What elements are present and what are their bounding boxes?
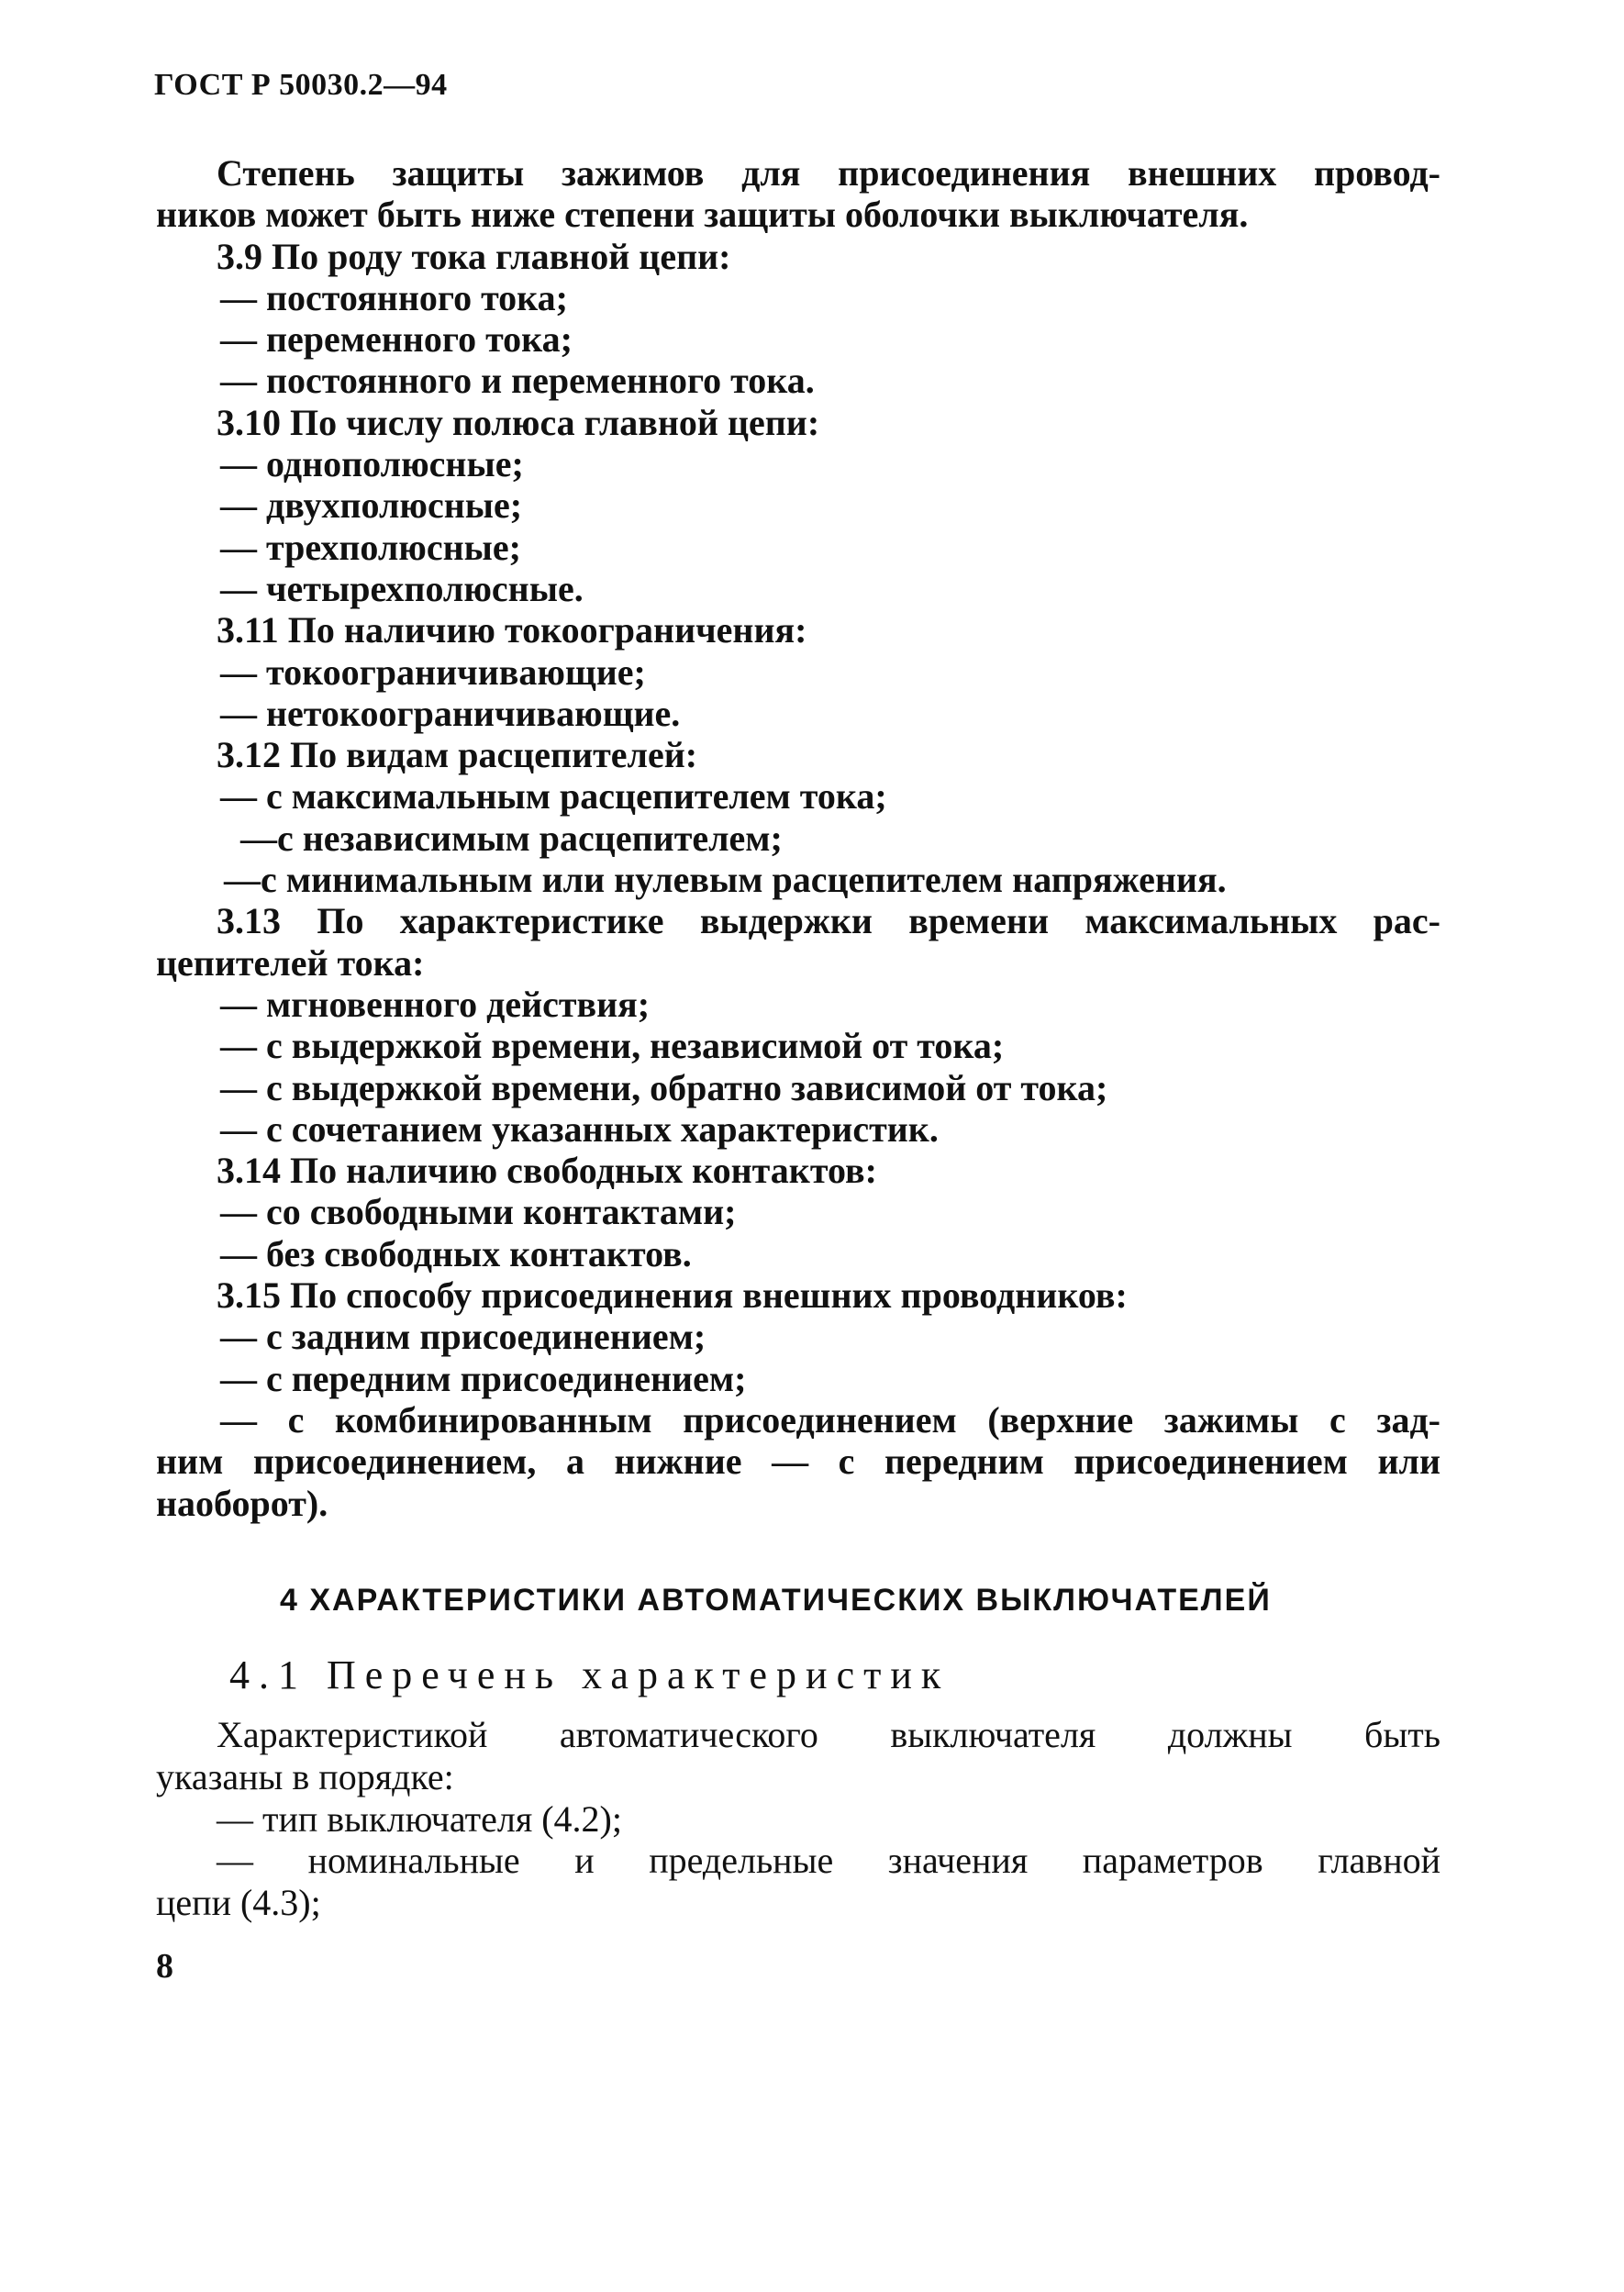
paragraph-line: цепителей тока: [156,941,425,984]
list-item: — трехполюсные; [220,526,521,568]
list-item: — двухполюсные; [220,484,523,527]
page-number: 8 [156,1947,173,1986]
list-item: —с минимальным или нулевым расцепителем напряжения. [224,859,1227,901]
list-item: — токоограничивающие; [220,651,646,693]
paragraph-line: указаны в порядке: [156,1755,454,1797]
paragraph-line: наоборот). [156,1482,328,1524]
list-item: — мгновенного действия; [220,983,651,1025]
section-4-body [156,1714,1440,1924]
list-item: — с сочетанием указанных характеристик. [220,1107,939,1150]
list-item: — тип выключателя (4.2); [217,1797,622,1840]
clause-heading-3-15: 3.15 По способу присоединения внешних проводников: [217,1274,1128,1317]
clause-heading-3-10: 3.10 По числу полюса главной цепи: [217,401,820,443]
list-item: —с независимым расцепителем; [240,817,783,859]
list-item: — постоянного и переменного тока. [220,360,815,402]
clause-heading-3-11: 3.11 По наличию токоограничения: [217,609,807,651]
list-item: — номинальные и предельные значения параметров главной [217,1840,1440,1882]
paragraph-line: Характеристикой автоматического выключателя должны быть [217,1714,1440,1755]
paragraph-line: Степень защиты зажимов для присоединения внешних провод- [217,152,1440,194]
section-3-body [156,152,1440,1524]
list-item: — с выдержкой времени, обратно зависимой от тока; [220,1066,1108,1108]
list-item: — с передним присоединением; [220,1357,747,1399]
list-item: — с задним присоединением; [220,1316,706,1358]
clause-heading-3-13: 3.13 По характеристике выдержки времени максимальных рас- [217,900,1440,942]
paragraph-line: цепи (4.3); [156,1882,321,1924]
list-item: — с комбинированным присоединением (верхние зажимы с зад- [220,1398,1440,1441]
section-4-title: 4 ХАРАКТЕРИСТИКИ АВТОМАТИЧЕСКИХ ВЫКЛЮЧАТЕЛЕЙ [280,1583,1272,1618]
list-item: — нетокоограничивающие. [220,692,681,734]
paragraph-line: ним присоединением, а нижние — с передним присоединением или [156,1441,1440,1483]
list-item: — однополюсные; [220,443,524,485]
list-item: — четырехполюсные. [220,567,584,609]
subsection-4-1-title: 4.1 Перечень характеристик [229,1652,951,1697]
list-item: — без свободных контактов. [220,1232,692,1274]
clause-heading-3-9: 3.9 По роду тока главной цепи: [217,235,731,277]
list-item: — переменного тока; [220,318,573,361]
document-header: ГОСТ Р 50030.2—94 [154,68,448,102]
clause-heading-3-14: 3.14 По наличию свободных контактов: [217,1150,877,1192]
list-item: — с выдержкой времени, независимой от тока; [220,1025,1005,1067]
list-item: — со свободными контактами; [220,1191,737,1233]
clause-heading-3-12: 3.12 По видам расцепителей: [217,734,698,776]
paragraph-line: ников может быть ниже степени защиты оболочки выключателя. [156,194,1249,236]
list-item: — с максимальным расцепителем тока; [220,775,887,818]
list-item: — постоянного тока; [220,276,568,318]
